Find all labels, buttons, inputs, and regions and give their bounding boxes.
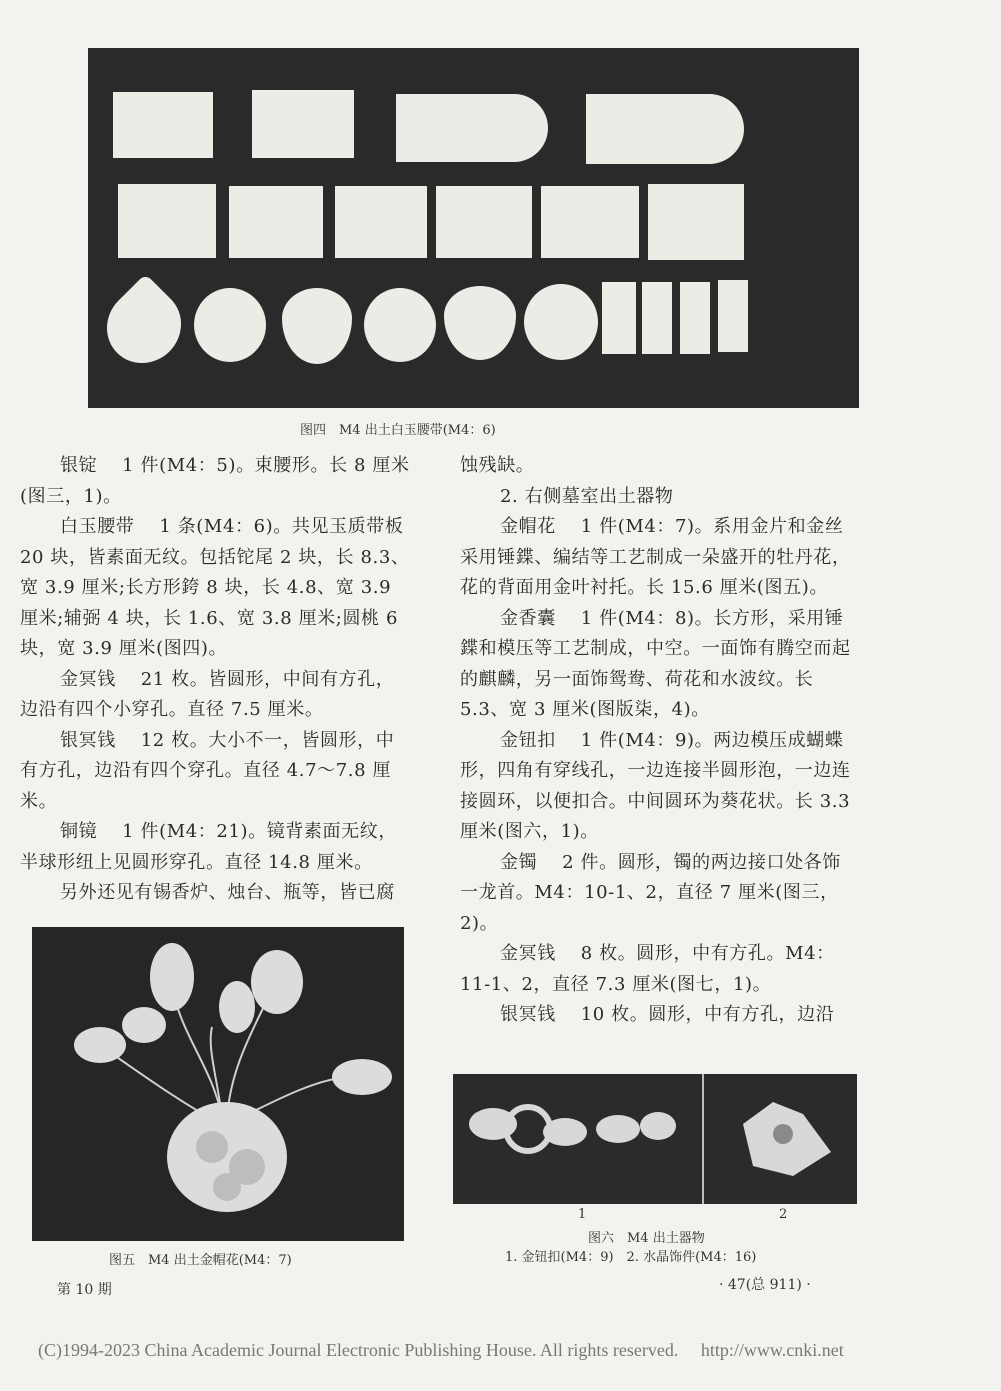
jade-peach-plaque	[364, 288, 436, 362]
jade-plaque	[118, 184, 216, 258]
left-column-paragraph: 另外还见有锡香炉、烛台、瓶等，皆已腐	[60, 882, 395, 903]
page-number: · 47(总 911) ·	[719, 1277, 811, 1293]
jade-small-plaque	[718, 280, 748, 352]
left-column-paragraph: 银锭 1 件(M4：5)。束腰形。长 8 厘米(图三，1)。	[20, 455, 410, 507]
jade-peach-plaque	[92, 274, 197, 379]
right-column-paragraph: 金香囊 1 件(M4：8)。长方形，采用锤鍱和模压等工艺制成，中空。一面饰有腾空而起的麒麟，另一面饰鸳鸯、荷花和水波纹。长 5.3、宽 3 厘米(图版柒，4)。	[460, 607, 851, 720]
right-column-paragraph: 银冥钱 10 枚。圆形，中有方孔，边沿	[500, 1004, 835, 1025]
left-column-paragraph: 银冥钱 12 枚。大小不一，皆圆形，中有方孔，边沿有四个穿孔。直径 4.7～7.8 厘米。	[20, 729, 395, 812]
jade-plaque	[541, 186, 639, 258]
figure-4-photo	[88, 48, 859, 408]
jade-plaque	[335, 186, 427, 258]
right-column-paragraph: 金钮扣 1 件(M4：9)。两边模压成蝴蝶形，四角有穿线孔，一边连接半圆形泡，一边连接圆环，以便扣合。中间圆环为葵花状。长 3.3 厘米(图六，1)。	[460, 729, 851, 842]
jade-plaque	[113, 92, 213, 158]
jade-plaque	[396, 94, 548, 162]
jade-peach-plaque	[444, 286, 516, 360]
right-column-paragraph: 金镯 2 件。圆形，镯的两边接口处各饰一龙首。M4：10-1、2，直径 7 厘米(图三，2)。	[460, 851, 841, 934]
figure-6-label-2: 2	[779, 1207, 788, 1222]
left-column-paragraph: 金冥钱 21 枚。皆圆形，中间有方孔，边沿有四个小穿孔。直径 7.5 厘米。	[20, 668, 395, 720]
right-column-paragraph: 金冥钱 8 枚。圆形，中有方孔。M4：11-1、2，直径 7.3 厘米(图七，1)。	[460, 943, 835, 995]
jade-peach-plaque	[524, 284, 598, 360]
jade-small-plaque	[602, 282, 636, 354]
left-column-paragraph: 铜镜 1 件(M4：21)。镜背素面无纹，半球形纽上见圆形穿孔。直径 14.8 厘米。	[20, 821, 397, 873]
right-column-paragraph: 金帽花 1 件(M4：7)。系用金片和金丝采用锤鍱、编结等工艺制成一朵盛开的牡丹花，花的背面用金叶衬托。长 15.6 厘米(图五)。	[460, 516, 851, 598]
left-text-column	[20, 451, 412, 909]
figure-6-photo	[453, 1074, 857, 1204]
issue-number: 第 10 期	[57, 1282, 112, 1298]
right-column-paragraph: 2. 右侧墓室出土器物	[500, 485, 674, 507]
gold-hat-flower-illustration	[32, 927, 404, 1241]
figure-6-label-1: 1	[578, 1207, 587, 1222]
figure-6-subcaption: 1. 金钮扣(M4：9) 2. 水晶饰件(M4：16)	[505, 1250, 757, 1265]
jade-plaque	[436, 186, 532, 258]
figure-6-caption: 图六 M4 出土器物	[588, 1231, 705, 1246]
figure-6-divider	[702, 1074, 704, 1204]
jade-plaque	[648, 184, 744, 260]
jade-peach-plaque	[282, 288, 352, 364]
right-text-column	[460, 451, 858, 1031]
jade-plaque	[252, 90, 354, 158]
jade-plaque	[229, 186, 323, 258]
figure-5-caption: 图五 M4 出土金帽花(M4：7)	[109, 1253, 292, 1268]
right-column-paragraph: 蚀残缺。	[460, 455, 535, 476]
left-column-paragraph: 白玉腰带 1 条(M4：6)。共见玉质带板 20 块，皆素面无纹。包括铊尾 2 块，长 8.3、宽 3.9 厘米;长方形銙 8 块，长 4.8、宽 3.9 厘米;辅弼 4 块，长 1.6、宽 3.8 厘米;圆桃 6 块，宽 3.9 厘米(图四)。	[20, 516, 410, 659]
figure-5-photo	[32, 927, 404, 1241]
figure-6-illustration	[453, 1074, 857, 1204]
jade-small-plaque	[680, 282, 710, 354]
figure-4-caption: 图四 M4 出土白玉腰带(M4：6)	[300, 423, 496, 438]
jade-small-plaque	[642, 282, 672, 354]
jade-plaque	[586, 94, 744, 164]
jade-peach-plaque	[194, 288, 266, 362]
copyright-notice: (C)1994-2023 China Academic Journal Electronic Publishing House. All rights reserved. http://www.cnki.net	[38, 1340, 844, 1360]
